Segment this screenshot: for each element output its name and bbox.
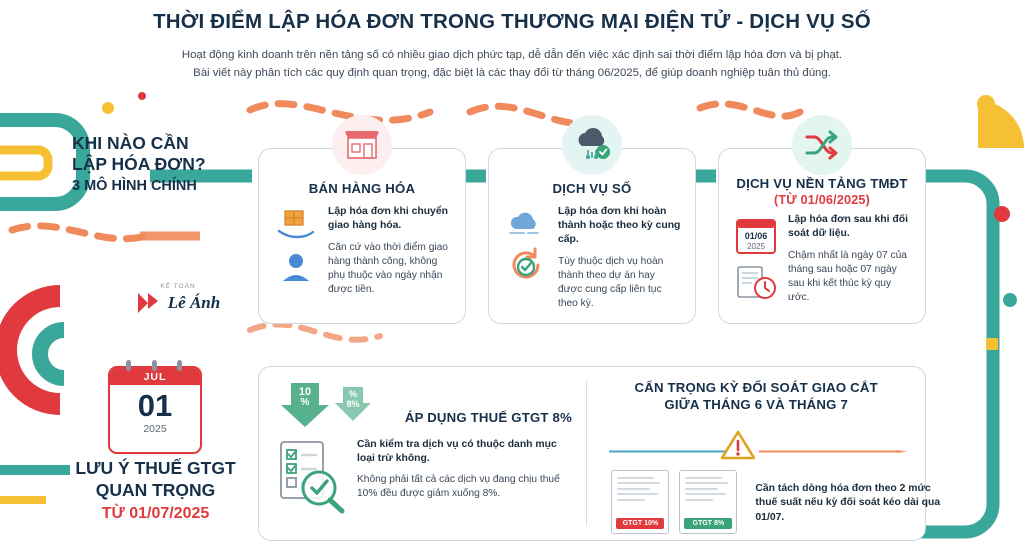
timeline-arrow-icon [609, 450, 909, 453]
bottom-left-bold-text: Cần kiểm tra dịch vụ có thuộc danh mục loại trừ không. [357, 439, 557, 465]
brand-logo [118, 283, 238, 315]
bottom-right-title-line-2: GIỮA THÁNG 6 VÀ THÁNG 7 [664, 397, 848, 413]
page-title: THỜI ĐIỂM LẬP HÓA ĐƠN TRONG THƯƠNG MẠI ĐIỆN TỬ - DỊCH VỤ SỐ [153, 10, 871, 33]
svg-text:%: % [348, 389, 358, 399]
card-1-bullet-2-text: Căn cứ vào thời điểm giao hàng thành công, không phụ thuộc vào ngày nhận được tiền. [328, 242, 448, 296]
clock-doc-icon [734, 264, 778, 302]
package-hand-icon [275, 207, 317, 241]
bottom-right-panel [587, 367, 941, 540]
cloud-check-icon [562, 115, 622, 175]
card-3-title-main: DỊCH VỤ NỀN TẢNG TMĐT [736, 176, 908, 191]
brand-name: Lê Ánh [167, 293, 221, 312]
logo-mark-icon [136, 291, 162, 315]
invoice-doc-gtgt-8 [679, 470, 737, 534]
section-label-line-3: 3 MÔ HÌNH CHÍNH [72, 177, 197, 194]
bottom-left-text: Không phải tất cả các dịch vụ đang chịu thuế 10% đều được giảm xuống 8%. [357, 474, 560, 500]
vat-note-line-3: TỪ 01/07/2025 [101, 504, 210, 522]
card-ban-hang-hoa [258, 148, 466, 324]
calendar-jul-01-2025 [108, 366, 200, 454]
refresh-check-icon [507, 246, 545, 284]
bottom-left-title: ÁP DỤNG THUẾ GTGT 8% [404, 410, 572, 425]
bottom-right-title-line-1: CẨN TRỌNG KỲ ĐỐI SOÁT GIAO CẮT [634, 380, 878, 395]
storefront-icon [332, 115, 392, 175]
page-subtitle [0, 47, 1024, 82]
calendar-rings [126, 360, 182, 371]
cloud-icon [506, 207, 546, 237]
card-1-title: BÁN HÀNG HÓA [308, 181, 416, 196]
section-label-line-2: LẬP HÓA ĐƠN? [72, 154, 206, 175]
card-1-bullet-1-bold: Lập hóa đơn khi chuyển giao hàng hóa. [328, 206, 448, 232]
shuffle-icon [792, 115, 852, 175]
card-3-title-sub: (TỪ 01/06/2025) [773, 193, 871, 208]
invoice-tag-2: GTGT 8% [684, 518, 732, 529]
bottom-right-title [603, 379, 909, 414]
warning-icon [721, 430, 755, 460]
invoice-doc-gtgt-10 [611, 470, 669, 534]
invoice-documents [611, 470, 737, 534]
percent-arrows-icon [273, 381, 377, 433]
calendar-0106-icon [733, 215, 779, 255]
calendar-year: 2025 [143, 422, 167, 435]
svg-text:2025: 2025 [747, 241, 765, 251]
svg-text:%: % [300, 397, 310, 408]
vat-note-line-1: LƯU Ý THUẾ GTGT [75, 458, 236, 478]
card-dich-vu-nen-tang-tmdt [718, 148, 926, 324]
person-icon [279, 250, 313, 284]
card-2-title: DỊCH VỤ SỐ [552, 181, 632, 196]
brand-kicker: KẾ TOÁN [160, 283, 196, 290]
page-subtitle-line-1: Hoạt động kinh doanh trên nền tảng số có nhiều giao dịch phức tạp, dễ dẫn đến việc xác định sai thời điểm lập hóa đơn và bị phạt. [181, 49, 843, 61]
bottom-right-bold-text: Cần tách dòng hóa đơn theo 2 mức thuế suất nếu kỳ đối soát kéo dài qua 01/07. [755, 482, 941, 523]
calendar-day: 01 [137, 388, 173, 423]
page-subtitle-line-2: Bài viết này phân tích các quy định quan trọng, đặc biệt là các thay đổi từ tháng 06/2025, để giúp doanh nghiệp tuân thủ đúng. [193, 66, 831, 79]
section-label-vat-note [38, 458, 273, 523]
card-dich-vu-so [488, 148, 696, 324]
page-header [0, 10, 1024, 82]
card-3-bullet-1-bold: Lập hóa đơn sau khi đối soát dữ liệu. [788, 213, 908, 239]
card-2-bullet-1-bold: Lập hóa đơn khi hoàn thành hoặc theo kỳ cung cấp. [558, 206, 681, 246]
section-label-line-1: KHI NÀO CẦN [72, 133, 189, 153]
card-2-bullet-2-text: Tùy thuộc dịch vụ hoàn thành theo dự án hay được cung cấp liên tục theo kỳ. [558, 256, 664, 310]
svg-text:01/06: 01/06 [744, 230, 768, 241]
bottom-left-panel [259, 367, 586, 540]
card-bottom-vat [258, 366, 941, 541]
calendar-month: JUL [110, 368, 200, 385]
vat-note-line-2: QUAN TRỌNG [95, 479, 216, 500]
section-label-models [72, 133, 262, 194]
card-3-bullet-2-text: Chậm nhất là ngày 07 của tháng sau hoặc 07 ngày sau khi kết thúc kỳ quy ước. [788, 249, 907, 303]
svg-text:8%: 8% [346, 399, 360, 409]
invoice-tag-1: GTGT 10% [616, 518, 664, 529]
svg-text:10: 10 [298, 386, 312, 398]
checklist-magnifier-icon [275, 438, 347, 514]
